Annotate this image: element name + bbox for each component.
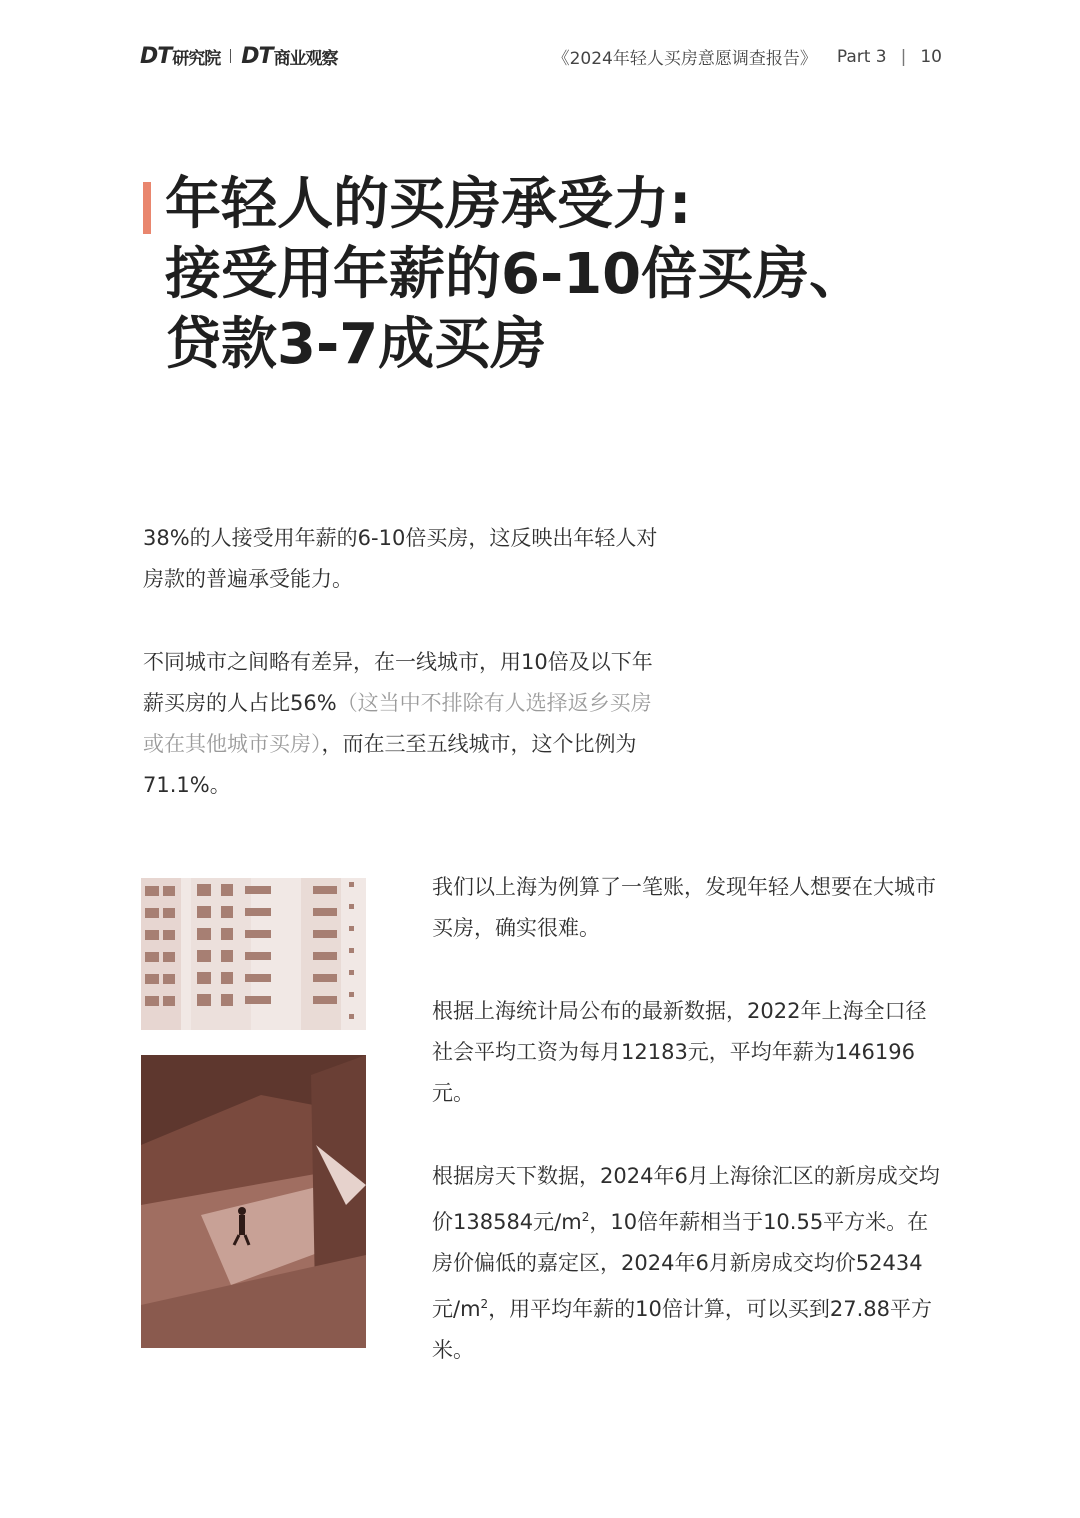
- title-line-3: 贷款3-7成买房: [165, 312, 547, 377]
- part-label: Part 3: [836, 46, 887, 67]
- intro-paragraph-1: 38%的人接受用年薪的6-10倍买房，这反映出年轻人对房款的普遍承受能力。: [143, 526, 658, 591]
- body-p3-part-b: ，10倍年薪相当于10.55平方米。在房价偏低的嘉定区，2024年6月新房成交均价52434元/m: [432, 1210, 929, 1321]
- brand-divider: [230, 49, 231, 63]
- intro-p2-part-b: ，而在三至五线城市，这个比例为71.1%。: [143, 732, 637, 797]
- apartment-building-photo: [141, 878, 366, 1030]
- intro-p2-part-a: 不同城市之间略有差异，在一线城市，用10倍及以下年薪买房的人占比56%: [143, 650, 653, 715]
- right-column-text: [432, 867, 942, 1413]
- report-title: 《2024年轻人买房意愿调查报告》: [552, 49, 817, 69]
- body-p3-part-a: 根据房天下数据，2024年6月上海徐汇区的新房成交均价138584元/m: [432, 1164, 940, 1234]
- page-title: [165, 170, 925, 380]
- dt-business-logo-text: 商业观察: [273, 48, 338, 69]
- header-separator: |: [900, 46, 907, 67]
- superscript-2-second: 2: [480, 1297, 489, 1311]
- body-paragraph-3: [432, 1156, 942, 1371]
- dt-research-logo-text: 研究院: [172, 48, 221, 69]
- title-line-1: 年轻人的买房承受力:: [165, 172, 692, 237]
- page-number: 10: [920, 46, 942, 67]
- title-line-2: 接受用年薪的6-10倍买房、: [165, 242, 866, 307]
- running-header: [553, 44, 942, 69]
- title-accent-bar: [143, 182, 151, 234]
- superscript-2: 2: [581, 1210, 590, 1224]
- body-p3-part-c: ，用平均年薪的10倍计算，可以买到27.88平方米。: [432, 1297, 933, 1362]
- apartment-building-illustration: [141, 878, 366, 1030]
- intro-text: [143, 518, 663, 848]
- city-street-photo: [141, 1055, 366, 1348]
- dt-logo-mark-2: DT: [241, 43, 273, 69]
- body-paragraph-1: 我们以上海为例算了一笔账，发现年轻人想要在大城市买房，确实很难。: [432, 875, 936, 940]
- body-paragraph-2: 根据上海统计局公布的最新数据，2022年上海全口径社会平均工资为每月12183元，平均年薪为146196元。: [432, 999, 927, 1105]
- intro-paragraph-2: [143, 642, 663, 806]
- street-illustration: [141, 1055, 366, 1348]
- brand-logos: [140, 42, 338, 70]
- intro-p2-note: （这当中不排除有人选择返乡买房或在其他城市买房）: [143, 691, 652, 756]
- dt-logo-mark: DT: [140, 43, 172, 69]
